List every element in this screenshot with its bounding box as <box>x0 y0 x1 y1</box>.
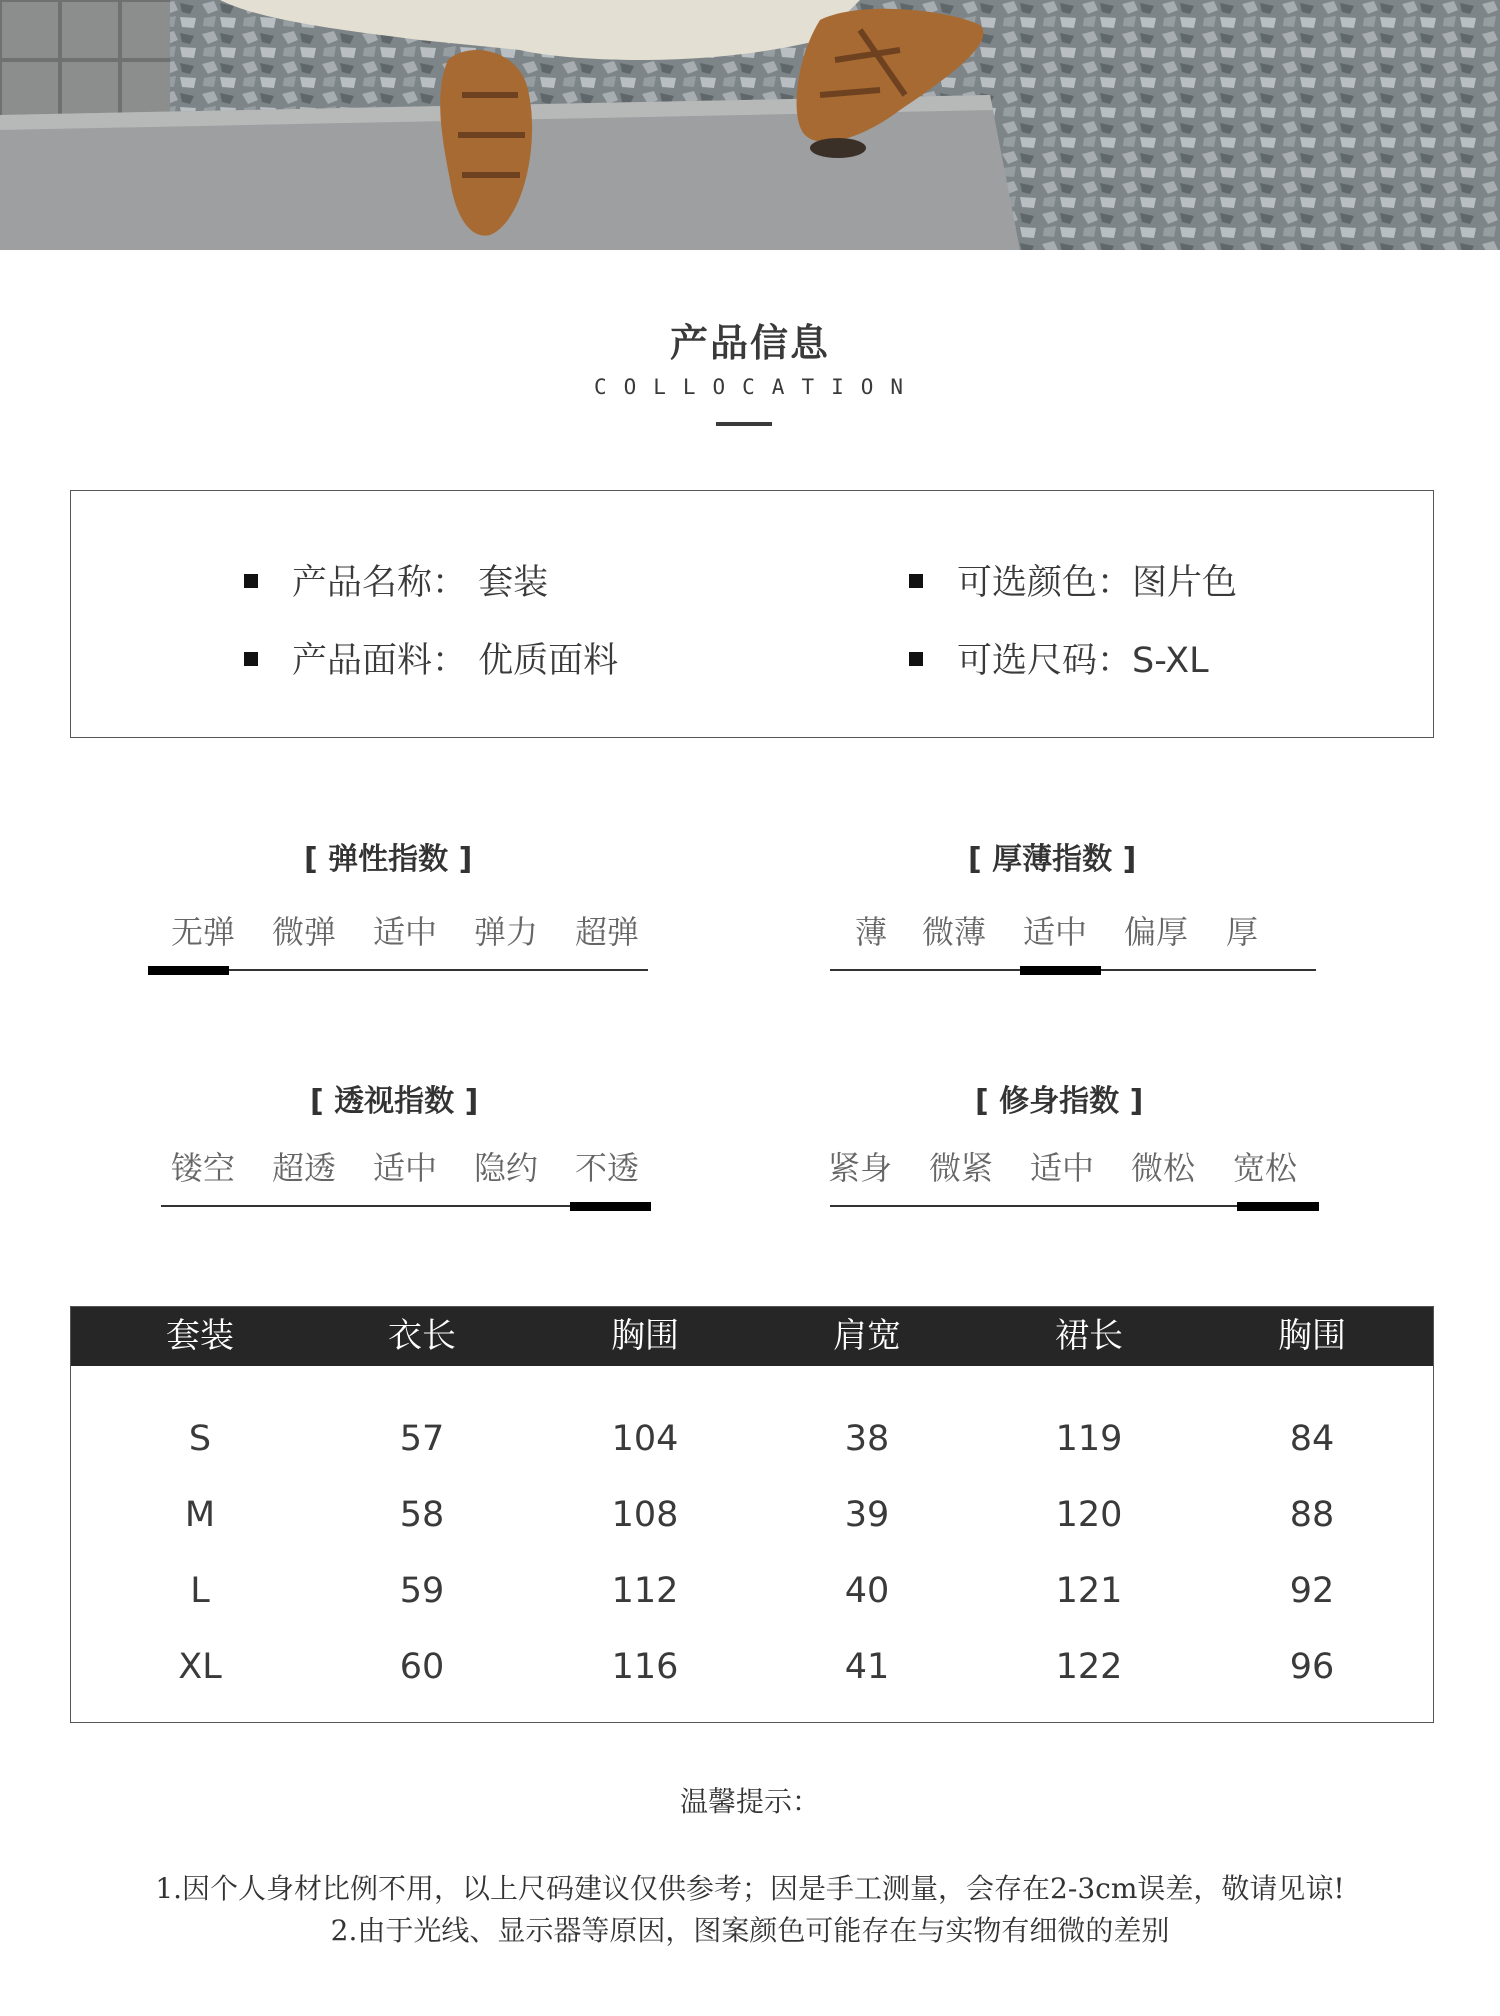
info-product-name-text: 产品名称： 套装 <box>292 563 549 603</box>
index-title: [ 透视指数 ] <box>310 1084 479 1119</box>
table-header-cell: 衣长 <box>388 1316 456 1356</box>
index-option: 厚 <box>1226 913 1259 951</box>
table-cell: 39 <box>844 1495 890 1535</box>
table-cell: 112 <box>611 1571 679 1611</box>
table-cell: 41 <box>844 1647 890 1687</box>
tips-title: 温馨提示： <box>679 1785 820 1818</box>
table-header-cell: 裙长 <box>1055 1316 1123 1356</box>
table-cell: 60 <box>399 1647 445 1687</box>
info-size-text: 可选尺码：S-XL <box>957 641 1209 681</box>
info-color <box>909 555 1237 605</box>
info-color-text: 可选颜色：图片色 <box>957 563 1238 603</box>
square-bullet-icon <box>909 574 923 588</box>
section-title: 产品信息 <box>669 321 830 365</box>
size-table <box>70 1306 1434 1723</box>
product-info-box <box>70 490 1434 738</box>
table-cell: 119 <box>1055 1419 1123 1459</box>
index-option: 弹力 <box>474 913 539 951</box>
table-cell: M <box>184 1495 216 1535</box>
square-bullet-icon <box>244 652 258 666</box>
product-photo <box>0 0 1500 250</box>
table-cell: XL <box>178 1647 222 1687</box>
info-product-fabric-text: 产品面料： 优质面料 <box>292 641 619 681</box>
index-option: 适中 <box>373 1149 438 1187</box>
index-option: 超透 <box>272 1149 337 1187</box>
index-option: 微紧 <box>929 1149 994 1187</box>
index-option: 紧身 <box>828 1149 893 1187</box>
table-header-cell: 套装 <box>166 1316 234 1356</box>
table-cell: 38 <box>844 1419 890 1459</box>
index-option: 适中 <box>373 913 438 951</box>
square-bullet-icon <box>244 574 258 588</box>
info-product-fabric <box>244 633 618 683</box>
table-cell: 122 <box>1055 1647 1123 1687</box>
index-option: 微弹 <box>272 913 337 951</box>
info-size <box>909 633 1209 683</box>
index-option: 微松 <box>1131 1149 1196 1187</box>
info-product-name <box>244 555 548 605</box>
index-option: 超弹 <box>575 913 640 951</box>
square-bullet-icon <box>909 652 923 666</box>
index-option: 微薄 <box>922 913 987 951</box>
index-option: 偏厚 <box>1124 913 1189 951</box>
table-header-cell: 胸围 <box>1278 1316 1346 1356</box>
table-cell: 108 <box>611 1495 679 1535</box>
table-cell: 92 <box>1289 1571 1335 1611</box>
table-header-cell: 肩宽 <box>833 1316 901 1356</box>
table-cell: 120 <box>1055 1495 1123 1535</box>
index-selected-marker <box>148 966 229 975</box>
table-header <box>71 1307 1433 1366</box>
index-selected-marker <box>1020 966 1101 975</box>
index-option: 隐约 <box>474 1149 539 1187</box>
title-divider <box>716 422 772 426</box>
tips-note-1: 1.因个人身材比例不用，以上尺码建议仅供参考；因是手工测量，会存在2-3cm误差，敬请见谅! <box>155 1872 1345 1905</box>
index-option: 薄 <box>855 913 888 951</box>
tips-note-2: 2.由于光线、显示器等原因，图案颜色可能存在与实物有细微的差别 <box>330 1914 1170 1947</box>
table-cell: S <box>188 1419 212 1459</box>
index-title: [ 厚薄指数 ] <box>968 842 1137 877</box>
table-cell: L <box>190 1571 210 1611</box>
table-cell: 59 <box>399 1571 445 1611</box>
index-option: 不透 <box>575 1149 640 1187</box>
index-selected-marker <box>570 1202 651 1211</box>
index-option: 镂空 <box>171 1149 236 1187</box>
index-option: 适中 <box>1023 913 1088 951</box>
table-cell: 121 <box>1055 1571 1123 1611</box>
table-cell: 104 <box>611 1419 679 1459</box>
table-cell: 116 <box>611 1647 679 1687</box>
table-cell: 57 <box>399 1419 445 1459</box>
index-selected-marker <box>1237 1202 1319 1211</box>
index-title: [ 弹性指数 ] <box>304 842 473 877</box>
table-cell: 58 <box>399 1495 445 1535</box>
index-option: 无弹 <box>171 913 236 951</box>
table-cell: 96 <box>1289 1647 1335 1687</box>
index-option: 适中 <box>1030 1149 1095 1187</box>
index-title: [ 修身指数 ] <box>975 1084 1144 1119</box>
table-cell: 84 <box>1289 1419 1335 1459</box>
sandals-photo-icon <box>0 0 1500 250</box>
table-cell: 88 <box>1289 1495 1335 1535</box>
index-option: 宽松 <box>1233 1149 1298 1187</box>
table-cell: 40 <box>844 1571 890 1611</box>
table-header-cell: 胸围 <box>611 1316 679 1356</box>
section-subtitle: COLLOCATION <box>593 375 921 399</box>
